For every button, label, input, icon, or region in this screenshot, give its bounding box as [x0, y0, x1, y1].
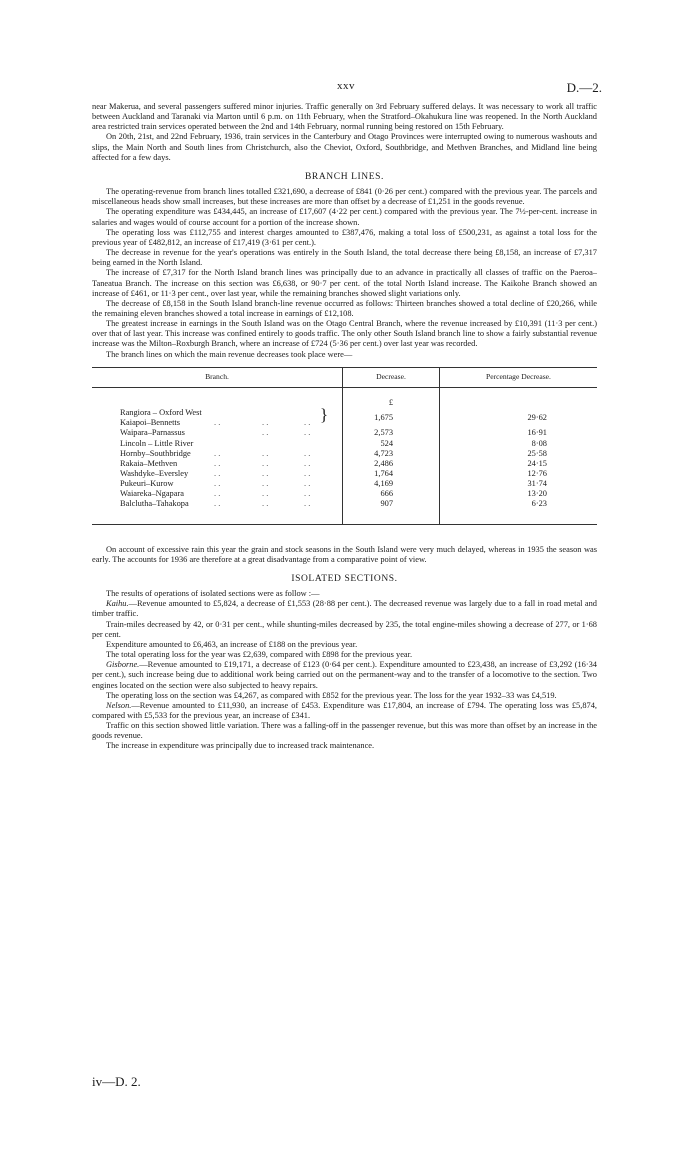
paragraph: Traffic on this section showed little variation. There was a falling-off in the passenger revenue, but this was more than offset by an increase in the goods revenue. [92, 721, 597, 741]
table-body [92, 387, 597, 524]
branch-name: Pukeuri–Kurow [120, 479, 174, 489]
page-header [90, 80, 602, 94]
leader-dots: . . [262, 458, 269, 468]
decrease-value: 2,573 [343, 428, 440, 438]
leader-dots: . . [262, 499, 269, 509]
section-heading-branch-lines: BRANCH LINES. [304, 171, 385, 182]
leader-dots: . . [214, 458, 221, 468]
paragraph: The total operating loss for the year was £2,639, compared with £898 for the previous year. [106, 650, 413, 660]
leader-dots: . . [214, 489, 221, 499]
paragraph: Expenditure amounted to £6,463, an increase of £188 on the previous year. [106, 639, 358, 649]
leader-dots: . . [304, 448, 311, 458]
paragraph-nelson: Nelson.—Revenue amounted to £11,930, an increase of £453. Expenditure was £17,804, an increase of £794. The operating loss was £5,874, compared with £5,533 for the previous year, an increase of £341. [92, 700, 597, 720]
branch-name: Rakaia–Methven [120, 458, 178, 468]
leader-dots: . . [214, 479, 221, 489]
leader-dots: . . [304, 499, 311, 509]
branch-name: Rangiora – Oxford West [120, 408, 202, 418]
leader-dots: . . [214, 469, 221, 478]
leader-dots: . . [304, 458, 311, 468]
paragraph-kaihu: Kaihu.—Revenue amounted to £5,824, a decrease of £1,553 (28·88 per cent.). The decreased revenue was largely due to a fall in road metal and timber traffic. [92, 599, 597, 619]
paragraph-gisborne: Gisborne.—Revenue amounted to £19,171, a decrease of £123 (0·64 per cent.). Expenditure amounted to £23,438, an increase of £3,292 (16·34 per cent.), such increase being due to additional work being carried out on the permanent-way and to the transfer of a locomotive to the section. Two engines located on the section were also subjected to heavy repairs. [92, 660, 597, 690]
leader-dots: . . [262, 469, 269, 478]
leader-dots: . . [304, 489, 311, 499]
table-header-row [92, 367, 597, 387]
branch-name: Washdyke–Eversley [120, 469, 189, 478]
paragraph: The operating loss was £112,755 and interest charges amounted to £387,476, making a total loss of £500,231, as against a total loss for the previous year of £482,812, an increase of £17,419 (3·61 per cent.). [92, 227, 597, 247]
section-name-nelson: Nelson. [106, 700, 132, 710]
percentage-value: 8·08 [531, 438, 547, 448]
paragraph: On 20th, 21st, and 22nd February, 1936, train services in the Canterbury and Otago Provinces were interrupted owing to numerous washouts and slips, the Main North and South lines from Christchurch, also the Cheviot, Oxford, Southbridge, and Methven Branches, and Midland line being affected for a few days. [92, 132, 597, 162]
document-reference: D.—2. [566, 80, 602, 95]
percentage-value: 24·15 [527, 458, 547, 468]
leader-dots: . . [304, 428, 311, 438]
row-group-brace: } [320, 405, 329, 425]
leader-dots: . . [262, 448, 269, 458]
percentage-value: 6·23 [440, 499, 598, 524]
percentage-value: 31·74 [527, 479, 547, 489]
branch-name: Waipara–Parnassus [120, 428, 185, 438]
decrease-value: 4,723 [343, 449, 440, 459]
leader-dots: . . [304, 418, 311, 428]
table-row [92, 489, 597, 499]
table-row [92, 418, 597, 428]
leader-dots: . . [214, 499, 221, 509]
paragraph: The increase in expenditure was principally due to increased track maintenance. [106, 741, 375, 751]
paragraph: The decrease in revenue for the year's operations was entirely in the South Island, the total decrease there being £8,158, an increase of £7,317 being earned in the North Island. [92, 248, 597, 268]
branch-name: Waiareka–Ngapara [120, 489, 184, 499]
leader-dots: . . [214, 418, 221, 428]
section-name-kaihu: Kaihu. [106, 599, 129, 609]
header-percentage: Percentage Decrease. [440, 367, 598, 387]
leader-dots: . . [262, 428, 269, 438]
paragraph: The results of operations of isolated sections were as follow :— [106, 589, 320, 599]
leader-dots: . . [304, 469, 311, 478]
decrease-value: 666 [343, 489, 440, 499]
leader-dots: . . [304, 479, 311, 489]
decrease-value: 2,486 [343, 459, 440, 469]
paragraph: The greatest increase in earnings in the South Island was on the Otago Central Branch, where the revenue increased by £10,391 (11·3 per cent.) over that of last year. This increase was confined entirely to goods traffic. The only other South Island branch line to show a fairly substantial revenue increase was the Milton–Roxburgh Branch, where an increase of £724 (5·36 per cent.) over last year was recorded. [92, 319, 597, 349]
leader-dots: . . [262, 489, 269, 499]
leader-dots: . . [262, 418, 269, 428]
table-row [92, 479, 597, 489]
paragraph: The operating-revenue from branch lines totalled £321,690, a decrease of £841 (0·26 per cent.) compared with the previous year. The parcels and miscellaneous heads show small increases, but these increases are more than offset by a decrease of £1,251 in the goods revenue. [92, 187, 597, 207]
table-unit-row [92, 387, 597, 408]
page-content [92, 102, 597, 752]
paragraph: The decrease of £8,158 in the South Island branch-line revenue occurred as follows: Thirteen branches showed a total decline of £20,266, while the remaining eleven branches showed a total increase in earnings of £12,108. [92, 298, 597, 318]
table-row [92, 499, 597, 524]
percentage-value: 25·58 [527, 448, 547, 458]
branch-name: Hornby–Southbridge [120, 448, 191, 458]
decrease-value: 524 [343, 439, 440, 449]
table-row [92, 428, 597, 438]
section-name-gisborne: Gisborne. [106, 660, 140, 670]
branch-decrease-table [92, 367, 597, 525]
section-heading-isolated-sections: ISOLATED SECTIONS. [291, 573, 398, 584]
table-row [92, 449, 597, 459]
leader-dots: . . [262, 479, 269, 489]
percentage-value: 12·76 [527, 469, 547, 478]
percentage-value: 16·91 [527, 428, 547, 438]
decrease-value: 1,764 [343, 469, 440, 479]
percentage-value: 29·62 [527, 413, 547, 423]
branch-name: Balclutha–Tahakopa [120, 499, 189, 509]
paragraph: The branch lines on which the main revenue decreases took place were— [106, 349, 353, 359]
paragraph: The operating expenditure was £434,445, an increase of £17,607 (4·22 per cent.) compared with the previous year. The 7½-per-cent. increase in salaries and wages would of course account for a portion of the increase shown. [92, 207, 597, 227]
branch-name: Kaiapoi–Bennetts [120, 418, 181, 428]
decrease-value: 1,675 [343, 413, 440, 423]
decrease-value: 907 [343, 499, 440, 524]
leader-dots: . . [214, 448, 221, 458]
table-row [92, 439, 597, 449]
paragraph: On account of excessive rain this year the grain and stock seasons in the South Island were very much delayed, whereas in 1935 the season was early. The accounts for 1936 are therefore at a great disadvantage from a comparative point of view. [92, 544, 597, 564]
page-number: xxv [337, 80, 355, 92]
unit-label: £ [343, 387, 440, 408]
paragraph: Train-miles decreased by 42, or 0·31 per cent., while shunting-miles decreased by 235, the total engine-miles showing a decrease of 277, or 1·68 per cent. [92, 619, 597, 639]
header-branch: Branch. [92, 367, 343, 387]
paragraph: The operating loss on the section was £4,267, as compared with £852 for the previous year. The loss for the year 1932–33 was £4,519. [106, 690, 557, 700]
branch-name: Lincoln – Little River [120, 438, 194, 448]
table-row [92, 459, 597, 469]
header-decrease: Decrease. [343, 367, 440, 387]
page-footer: iv—D. 2. [92, 1074, 141, 1089]
paragraph: The increase of £7,317 for the North Island branch lines was principally due to an advance in practically all classes of traffic on the Paeroa–Taneatua Branch. The increase on this section was £6,638, or 90·7 per cent. of the total North Island increase. The Kaikohe Branch showed an increase of £461, or 11·3 per cent., over last year, while the remaining branches showed slight variations only. [92, 268, 597, 298]
table-row [92, 469, 597, 479]
paragraph: near Makerua, and several passengers suffered minor injuries. Traffic generally on 3rd February suffered delays. It was necessary to work all traffic between Auckland and Taranaki via Marton until 6 p.m. on 11th February, when the Stratford–Okahukura line was reopened. In the North Auckland area restricted train services operated between the 2nd and 14th February, normal running being restored on 15th February. [92, 102, 597, 132]
decrease-value: 4,169 [343, 479, 440, 489]
percentage-value: 13·20 [527, 489, 547, 499]
